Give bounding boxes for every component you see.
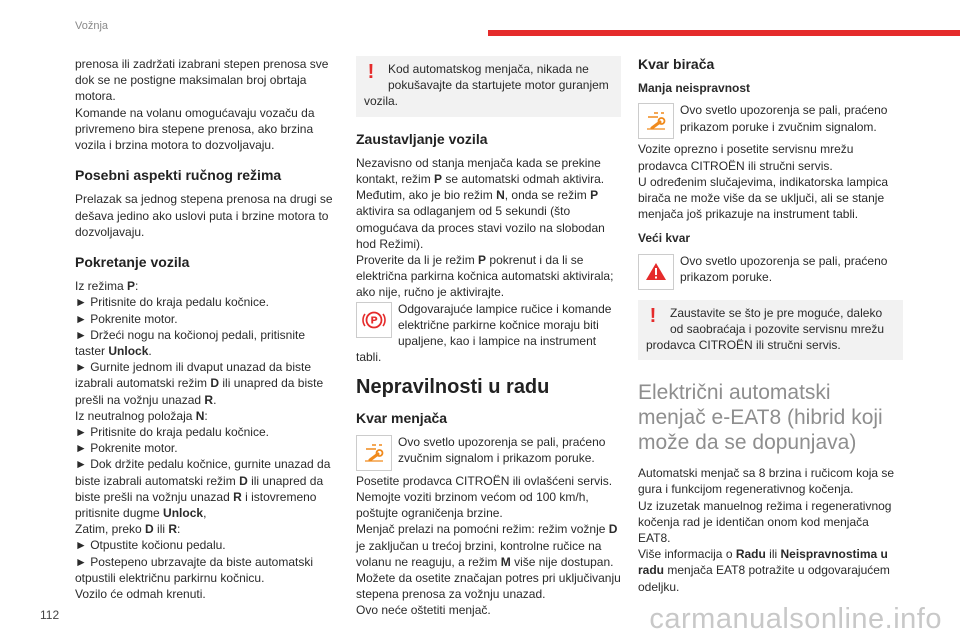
step-1: ► Pritisnite do kraja pedalu kočnice. (75, 295, 269, 310)
warning-triangle-icon (638, 254, 674, 290)
minor-text-2: U određenim slučajevima, indikatorska lampica birača ne može više da se uključi, ali se stanje menjača još prikazuje na instrument tabli. (638, 174, 889, 222)
neutral-step-2: ► Pokrenite motor. (75, 441, 178, 456)
step-4: ► Gurnite jednom ili dvaput unazad da biste izabrali automatski režim D ili unapred da biste prešli na vožnju unazad R. (75, 360, 324, 407)
section-header: Vožnja (75, 20, 109, 32)
page-number: 112 (40, 608, 60, 622)
warning-exclamation-icon: ! (649, 304, 657, 327)
warning-text: Zaustavite se što je pre moguće, daleko od saobraćaja i pozovite servisnu mrežu prodavca CITROËN ili stručni servis. (646, 305, 885, 353)
column-1 (75, 56, 333, 602)
heading-stopping-vehicle: Zaustavljanje vozila (356, 130, 488, 147)
gearbox-text-2: Nemojte voziti brzinom većom od 100 km/h, poštujte ograničenja brzine. (356, 490, 589, 521)
then-step-2: ► Postepeno ubrzavajte da biste automatski otpustili električnu parkirnu kočnicu. (75, 554, 314, 585)
gearbox-icon-text: Ovo svetlo upozorenja se pali, praćeno zvučnim signalom i prikazom poruke. (398, 434, 606, 466)
heading-eeat8: Električni automatski menjač e-EAT8 (hibrid koji može da se dopunjava) (638, 381, 883, 455)
warning-exclamation-icon: ! (367, 61, 375, 83)
then-line: Zatim, preko D ili R: (75, 522, 181, 537)
heading-gearbox-fault: Kvar menjača (356, 409, 448, 426)
manual-mode-text: Prelazak sa jednog stepena prenosa na drugi se dešava jedino ako uslovi puta i brzine motora to dozvoljavaju. (75, 192, 333, 239)
watermark: carmanualsonline.info (649, 603, 942, 635)
gearbox-text-3: Menjač prelazi na pomoćni režim: režim vožnje D je zaključan u trećoj brzini, kontrolne ručice na volanu ne reaguju, a režim M više nije dostupan. Možete da osetite značajan potres pri uključivanju stepena prenosa za vožnju unazad. (356, 522, 621, 602)
parking-brake-lamp-block (356, 301, 621, 366)
lamp-text: Odgovarajuće lampice ručice i komande električne parkirne kočnice moraju biti upaljene, kao i lampice na instrument tabli. (356, 301, 612, 365)
eeat8-text-3: Više informacija o Radu ili Neispravnostima u radu menjača EAT8 potražite u odgovarajućem odeljku. (638, 547, 890, 594)
stop-text-1: Nezavisno od stanja menjača kada se prekine kontakt, režim P se automatski odmah aktivira. (356, 155, 605, 187)
heading-starting-vehicle: Pokretanje vozila (75, 254, 190, 271)
intro-paragraph: prenosa ili zadržati izabrani stepen prenosa sve dok se ne postigne maksimalan broj obrtaja motora. (75, 57, 329, 104)
eeat8-text-2: Uz izuzetak manuelnog režima i regenerativnog kočenja rad je identičan onom kod menjača EAT8. (638, 498, 892, 546)
step-3: ► Držeći nogu na kočionoj pedali, pritisnite taster Unlock. (75, 327, 305, 359)
heading-selector-fault: Kvar birača (638, 56, 715, 72)
from-mode-p-line: Iz režima P: (75, 279, 139, 294)
warning-text: Kod automatskog menjača, nikada ne pokušavajte da startujete motor guranjem vozila. (364, 62, 609, 109)
warning-box-push-start (356, 56, 621, 117)
heading-major-fault: Veći kvar (638, 231, 691, 246)
minor-text-1: Vozite oprezno i posetite servisnu mrežu prodavca CITROËN ili stručni servis. (638, 142, 854, 173)
neutral-step-3: ► Dok držite pedalu kočnice, gurnite unazad da biste izabrali automatski režim D ili unapred da biste prešli na vožnju unazad R i istovremeno pritisnite dugme Unlock, (75, 457, 331, 521)
minor-icon-text: Ovo svetlo upozorenja se pali, praćeno prikazom poruke i zvučnim signalom. (680, 103, 888, 134)
column-3 (638, 56, 903, 595)
eeat8-text-1: Automatski menjač sa 8 brzina i ručicom koja se gura i funkcijom regenerativnog kočenja. (638, 466, 895, 497)
stop-text-2: Međutim, ako je bio režim N, onda se režim P aktivira sa odlaganjem od 5 sekundi (što omogućava da proces stavi vozilo na slobodan hod Režimi). (356, 188, 605, 251)
final-line: Vozilo će odmah krenuti. (75, 587, 206, 602)
wrench-warning-icon (356, 435, 392, 471)
stop-text-3: Proverite da li je režim P pokrenut i da li se električna parkirna kočnica automatski aktivirala; ako nije, ručno je aktivirajte. (356, 253, 614, 300)
heading-minor-fault: Manja neispravnost (638, 81, 751, 96)
svg-text:P: P (370, 315, 378, 327)
heading-manual-mode-aspects: Posebni aspekti ručnog režima (75, 167, 282, 184)
major-fault-block (638, 253, 903, 292)
step-2: ► Pokrenite motor. (75, 311, 178, 326)
intro-paragraph-2: Komande na volanu omogućavaju vozaču da privremeno bira stepene prenosa, ako brzina vozila i brzina motora to dozvoljavaju. (75, 105, 315, 153)
warning-box-stop (638, 300, 903, 361)
neutral-step-1: ► Pritisnite do kraja pedalu kočnice. (75, 425, 269, 440)
gearbox-text-1: Posetite prodavca CITROËN ili ovlašćeni servis. (356, 473, 613, 488)
major-icon-text: Ovo svetlo upozorenja se pali, praćeno prikazom poruke. (680, 253, 888, 284)
gearbox-text-4: Ovo neće oštetiti menjač. (356, 603, 491, 618)
from-neutral-line: Iz neutralnog položaja N: (75, 408, 208, 423)
then-step-1: ► Otpustite kočionu pedalu. (75, 538, 226, 553)
red-accent-bar (488, 30, 960, 36)
wrench-warning-icon (638, 103, 674, 139)
parking-brake-icon (356, 302, 392, 338)
column-2 (356, 56, 621, 619)
minor-fault-block (638, 102, 903, 141)
heading-faults: Nepravilnosti u radu (356, 376, 550, 399)
gearbox-warning-block (356, 434, 621, 473)
